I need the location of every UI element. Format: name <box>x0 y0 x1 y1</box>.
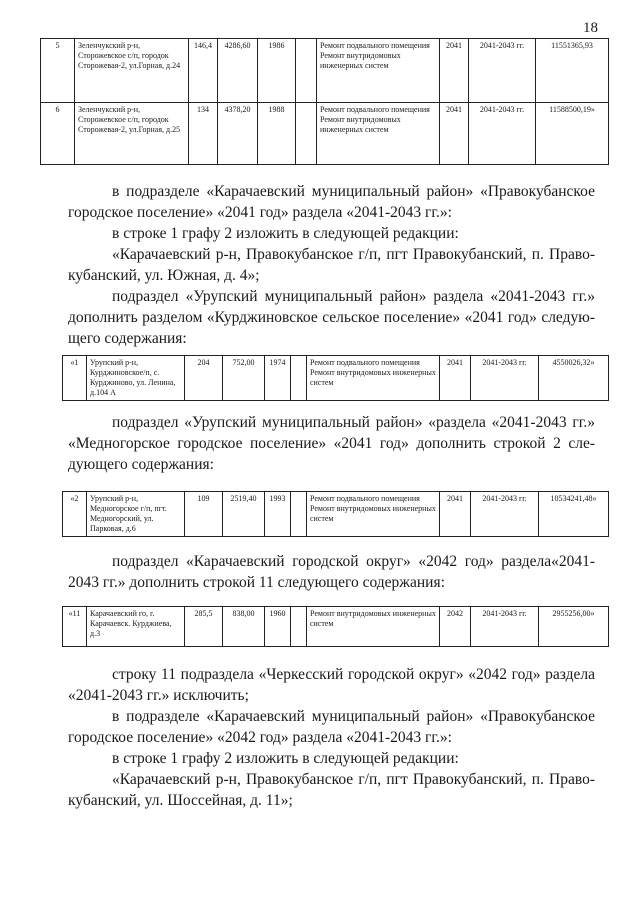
cell-year: 1988 <box>258 103 296 165</box>
cell-year: 1993 <box>265 492 291 537</box>
cell-area: 204 <box>185 356 223 401</box>
cell-number: 5 <box>41 39 75 103</box>
cell-year2: 2041 <box>440 103 469 165</box>
paragraph: «Карачаевский р-н, Правокубанское г/п, пгт Правокубанский, п. Право- <box>112 771 595 788</box>
paragraph: «Карачаевский р-н, Правокубанское г/п, пгт Правокубанский, п. Право- <box>112 246 595 263</box>
cell-period: 2041-2043 гг. <box>471 356 539 401</box>
paragraph: строку 11 подраздела «Черкесский городской округ» «2042 год» раздела <box>112 666 595 683</box>
cell-cost: 4550026,32» <box>539 356 609 401</box>
table-row <box>41 103 609 165</box>
paragraph: 2043 гг.» дополнить строкой 11 следующего содержания: <box>68 574 445 591</box>
paragraph: кубанский, ул. Южная, д. 4»; <box>68 267 260 284</box>
paragraph: подраздел «Урупский муниципальный район» «раздела «2041-2043 гг.» <box>112 414 595 431</box>
page-number: 18 <box>583 20 598 36</box>
cell-cost: 10534241,48» <box>539 492 609 537</box>
paragraph: в подразделе «Карачаевский муниципальный район» «Правокубанское <box>112 183 595 200</box>
cell-year2: 2042 <box>440 607 471 647</box>
cell-address: Карачаевский го, г. Карачаевск. Курджиева, д.3 <box>87 607 185 647</box>
cell-cost: 11588500,19» <box>536 103 609 165</box>
cell-number: «1 <box>63 356 87 401</box>
cell-address: Урупский р-н, Курджиновское/п, с. Курджиново, ул. Ленина, д.104 А <box>87 356 185 401</box>
cell-area2: 838,00 <box>223 607 265 647</box>
cell-period: 2041-2043 гг. <box>471 607 539 647</box>
paragraph: в подразделе «Карачаевский муниципальный район» «Правокубанское <box>112 708 595 725</box>
cell-area2: 752,00 <box>223 356 265 401</box>
cell-work: Ремонт подвального помещения Ремонт внутридомовых инженерных систем <box>307 356 440 401</box>
cell-period: 2041-2043 гг. <box>469 39 536 103</box>
cell-address: Зеленчукский р-н, Сторожевское с/п, городок Сторожевая-2, ул.Горная, д.24 <box>75 39 189 103</box>
cell-area: 134 <box>189 103 218 165</box>
cell-work: Ремонт внутридомовых инженерных систем <box>307 607 440 647</box>
table-row <box>63 607 609 647</box>
cell-area2: 4286,60 <box>218 39 258 103</box>
table-insert-c <box>62 606 609 647</box>
cell-blank <box>291 607 307 647</box>
cell-area: 109 <box>185 492 223 537</box>
table-row <box>63 492 609 537</box>
cell-work: Ремонт подвального помещения Ремонт внутридомовых инженерных систем <box>307 492 440 537</box>
cell-number: «11 <box>63 607 87 647</box>
paragraph: щего содержания: <box>68 330 187 347</box>
cell-number: 6 <box>41 103 75 165</box>
cell-work: Ремонт подвального помещения Ремонт внутридомовых инженерных систем <box>317 39 440 103</box>
cell-year: 1986 <box>258 39 296 103</box>
cell-cost: 11551365,93 <box>536 39 609 103</box>
cell-year2: 2041 <box>440 492 471 537</box>
cell-year: 1974 <box>265 356 291 401</box>
cell-period: 2041-2043 гг. <box>469 103 536 165</box>
paragraph: кубанский, ул. Шоссейная, д. 11»; <box>68 792 293 809</box>
paragraph: подраздел «Урупский муниципальный район» раздела «2041-2043 гг.» <box>112 288 595 305</box>
cell-address: Зеленчукский р-н, Сторожевское с/п, городок Сторожевая-2, ул.Горная, д.25 <box>75 103 189 165</box>
paragraph: подраздел «Карачаевский городской округ» «2042 год» раздела«2041- <box>112 553 595 570</box>
paragraph: в строке 1 графу 2 изложить в следующей редакции: <box>112 225 459 242</box>
paragraph: дополнить разделом «Курджиновское сельское поселение» «2041 год» следую- <box>68 309 595 326</box>
cell-address: Урупский р-н, Медногорское г/п, пгт. Медногорский, ул. Парковая, д.6 <box>87 492 185 537</box>
paragraph: городское поселение» «2042 год» раздела «2041-2043 гг.»: <box>68 729 452 746</box>
paragraph: «Медногорское городское поселение» «2041 год» дополнить строкой 2 сле- <box>68 435 595 452</box>
paragraph: в строке 1 графу 2 изложить в следующей редакции: <box>112 750 459 767</box>
cell-area: 285,5 <box>185 607 223 647</box>
paragraph: дующего содержания: <box>68 456 214 473</box>
cell-year2: 2041 <box>440 39 469 103</box>
cell-year: 1960 <box>265 607 291 647</box>
cell-area2: 4378,20 <box>218 103 258 165</box>
table-insert-a <box>62 355 609 401</box>
cell-work: Ремонт подвального помещения Ремонт внутридомовых инженерных систем <box>317 103 440 165</box>
cell-year2: 2041 <box>440 356 471 401</box>
table-top <box>40 38 609 165</box>
cell-blank <box>291 492 307 537</box>
cell-area: 146,4 <box>189 39 218 103</box>
cell-blank <box>296 39 317 103</box>
cell-blank <box>291 356 307 401</box>
table-row <box>41 39 609 103</box>
cell-blank <box>296 103 317 165</box>
cell-number: «2 <box>63 492 87 537</box>
cell-period: 2041-2043 гг. <box>471 492 539 537</box>
table-row <box>63 356 609 401</box>
paragraph: городское поселение» «2041 год» раздела «2041-2043 гг.»: <box>68 204 452 221</box>
paragraph: «2041-2043 гг.» исключить; <box>68 687 249 704</box>
cell-cost: 2955256,00» <box>539 607 609 647</box>
table-insert-b <box>62 491 609 537</box>
cell-area2: 2519,40 <box>223 492 265 537</box>
